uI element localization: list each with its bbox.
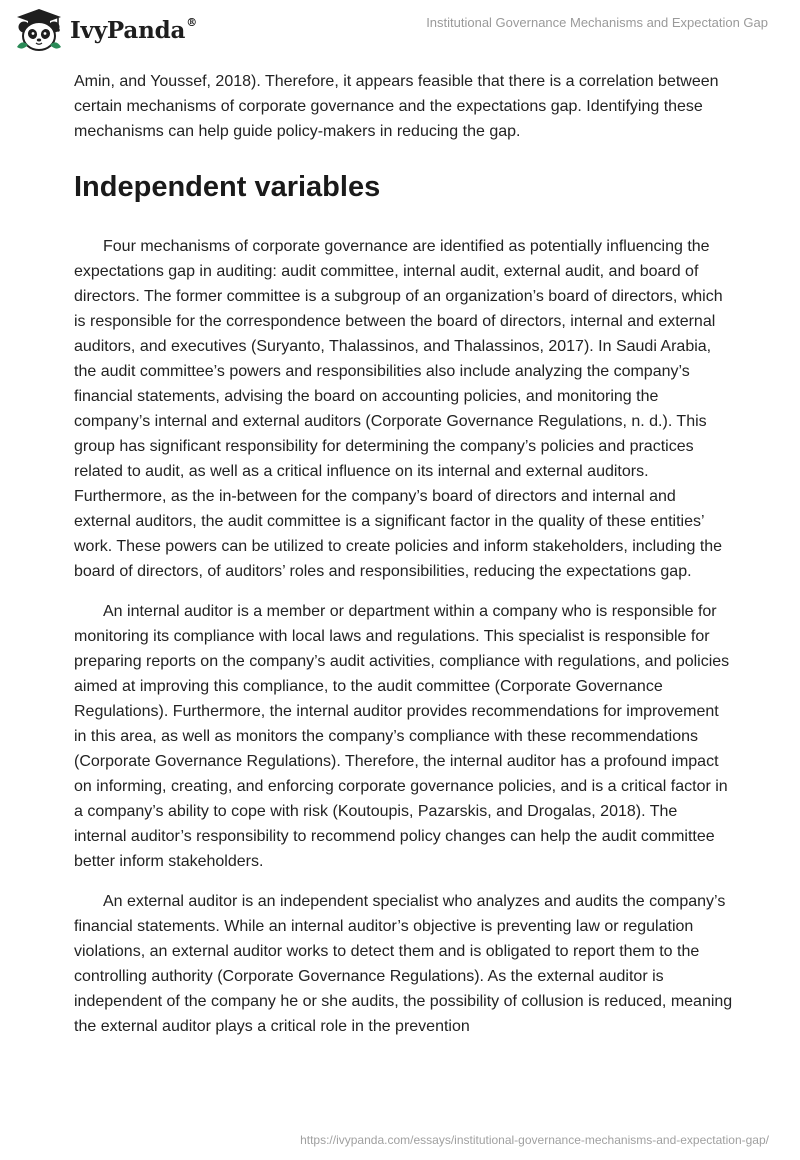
brand-name: IvyPanda®: [70, 15, 197, 44]
panda-graduate-icon: [14, 7, 64, 53]
brand-logo[interactable]: [14, 7, 197, 53]
source-url-link[interactable]: https://ivypanda.com/essays/institutional-governance-mechanisms-and-expectation-gap/: [300, 1133, 769, 1147]
paragraph-external-auditor: An external auditor is an independent specialist who analyzes and audits the company’s financial statements. While an internal auditor’s objective is preventing law or regulation violations, an external auditor works to detect them and is obligated to report them to the controlling authority (Corporate Governance Regulations). As the external auditor is independent of the company he or she audits, the possibility of collusion is reduced, meaning the external auditor plays a critical role in the prevention: [74, 893, 733, 1035]
document-running-title: Institutional Governance Mechanisms and Expectation Gap: [426, 15, 768, 30]
paragraph-audit-committee: Four mechanisms of corporate governance are identified as potentially influencing the expectations gap in auditing: audit committee, internal audit, external audit, and board of directors. The former committee is a subgroup of an organization’s board of directors, which is responsible for the correspondence between the board of directors, internal and external auditors, and executives (Suryanto, Thalassinos, and Thalassinos, 2017). In Saudi Arabia, the audit committee’s powers and responsibilities also include analyzing the company’s financial statements, advising the board on accounting policies, and monitoring the company’s internal and external auditors (Corporate Governance Regulations, n. d.). This group has significant responsibility for determining the company’s policies and practices related to audit, as well as a critical influence on its internal and external auditors. Furthermore, as the in-between for the company’s board of directors and internal and external auditors, the audit committee is a significant factor in the quality of these entities’ work. These powers can be utilized to create policies and inform stakeholders, including the board of directors, of auditors’ roles and responsibilities, reducing the expectations gap.: [74, 238, 723, 580]
essay-content: [74, 69, 734, 1039]
intro-paragraph: Amin, and Youssef, 2018). Therefore, it appears feasible that there is a correlation between certain mechanisms of corporate governance and the expectations gap. Identifying these mechanisms can help guide policy-makers in reducing the gap.: [74, 73, 719, 140]
section-heading: Independent variables: [74, 171, 381, 203]
trademark-symbol: ®: [186, 15, 197, 29]
paragraph-internal-auditor: An internal auditor is a member or department within a company who is responsible for monitoring its compliance with local laws and regulations. This specialist is responsible for preparing reports on the company’s audit activities, compliance with regulations, and policies aimed at improving this compliance, to the audit committee (Corporate Governance Regulations). Furthermore, the internal auditor provides recommendations for improvement in this area, as well as monitors the company’s compliance with these recommendations (Corporate Governance Regulations). Therefore, the internal auditor has a profound impact on informing, creating, and enforcing corporate governance policies, and is a critical factor in a company’s ability to cope with risk (Koutoupis, Pazarskis, and Drogalas, 2018). The internal auditor’s responsibility to recommend policy changes can help the audit committee better inform stakeholders.: [74, 603, 730, 870]
page-header: [0, 0, 800, 70]
